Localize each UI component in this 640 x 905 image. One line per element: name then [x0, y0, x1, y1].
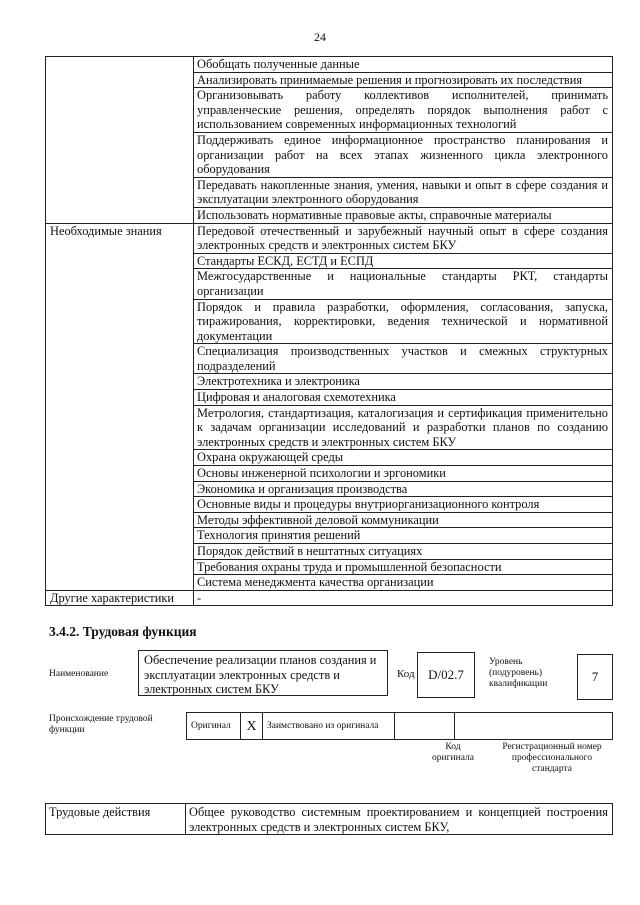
original-label: Оригинал: [187, 713, 241, 740]
knowledge-item: Метрология, стандартизация, каталогизация и сертификация применительно к задачам организации исследований и разработки планов по созданию электронных средств и электронных систем БКУ: [194, 405, 613, 450]
knowledge-item: Основные виды и процедуры внутриорганизационного контроля: [194, 497, 613, 513]
requirements-table: [45, 56, 613, 606]
knowledge-item: Требования охраны труда и промышленной безопасности: [194, 559, 613, 575]
knowledge-label: Необходимые знания: [46, 223, 194, 590]
original-code-cell: [395, 713, 455, 740]
code-label: Код: [397, 668, 415, 680]
skills-item: Анализировать принимаемые решения и прогнозировать их последствия: [194, 72, 613, 88]
reg-number-cell: [455, 713, 613, 740]
knowledge-item: Стандарты ЕСКД, ЕСТД и ЕСПД: [194, 253, 613, 269]
knowledge-item: Порядок действий в нештатных ситуациях: [194, 544, 613, 560]
knowledge-item: Система менеджмента качества организации: [194, 575, 613, 591]
origin-table: [186, 712, 613, 740]
knowledge-item: Основы инженерной психологии и эргономики: [194, 466, 613, 482]
actions-table: [45, 803, 613, 835]
name-label: Наименование: [49, 669, 109, 679]
page-number: 24: [314, 30, 326, 44]
reg-caption: Регистрационный номер профессионального стандарта: [502, 742, 602, 774]
knowledge-item: Порядок и правила разработки, оформления, согласования, запуска, тиражирования, корректировки, ведения технической и нормативной документации: [194, 299, 613, 344]
level-box: 7: [577, 654, 613, 700]
skills-item: Поддерживать единое информационное пространство планирования и организации работ на всех этапах жизненного цикла электронного оборудования: [194, 132, 613, 177]
code-caption: Код оригинала: [432, 742, 474, 763]
knowledge-item: Цифровая и аналоговая схемотехника: [194, 390, 613, 406]
skills-label: [46, 57, 194, 224]
knowledge-item: Электротехника и электроника: [194, 374, 613, 390]
knowledge-item: Охрана окружающей среды: [194, 450, 613, 466]
skills-item: Обобщать полученные данные: [194, 57, 613, 73]
actions-label: Трудовые действия: [46, 804, 186, 835]
level-label: Уровень (подуровень) квалификации: [489, 657, 548, 689]
knowledge-item: Экономика и организация производства: [194, 481, 613, 497]
section-title: 3.4.2. Трудовая функция: [49, 624, 197, 639]
original-mark: X: [241, 713, 263, 740]
knowledge-item: Передовой отечественный и зарубежный научный опыт в сфере создания электронных средств и электронных систем БКУ: [194, 223, 613, 253]
action-item: Общее руководство системным проектированием и концепцией построения электронных средств и электронных систем БКУ,: [186, 804, 613, 835]
skills-item: Передавать накопленные знания, умения, навыки и опыт в сфере создания и эксплуатации электронного оборудования: [194, 177, 613, 207]
skills-item: Организовывать работу коллективов исполнителей, принимать управленческие решения, определять порядок выполнения работ с использованием современных информационных технологий: [194, 88, 613, 133]
other-label: Другие характеристики: [46, 590, 194, 606]
knowledge-item: Специализация производственных участков и смежных структурных подразделений: [194, 344, 613, 374]
borrowed-label: Заимствовано из оригинала: [263, 713, 395, 740]
other-item: -: [194, 590, 613, 606]
knowledge-item: Межгосударственные и национальные стандарты РКТ, стандарты организации: [194, 269, 613, 299]
code-box: D/02.7: [417, 652, 475, 698]
knowledge-item: Методы эффективной деловой коммуникации: [194, 512, 613, 528]
function-name-box: Обеспечение реализации планов создания и эксплуатации электронных средств и электронных систем БКУ: [138, 650, 388, 696]
origin-label: Происхождение трудовой функции: [49, 714, 153, 735]
skills-item: Использовать нормативные правовые акты, справочные материалы: [194, 207, 613, 223]
knowledge-item: Технология принятия решений: [194, 528, 613, 544]
